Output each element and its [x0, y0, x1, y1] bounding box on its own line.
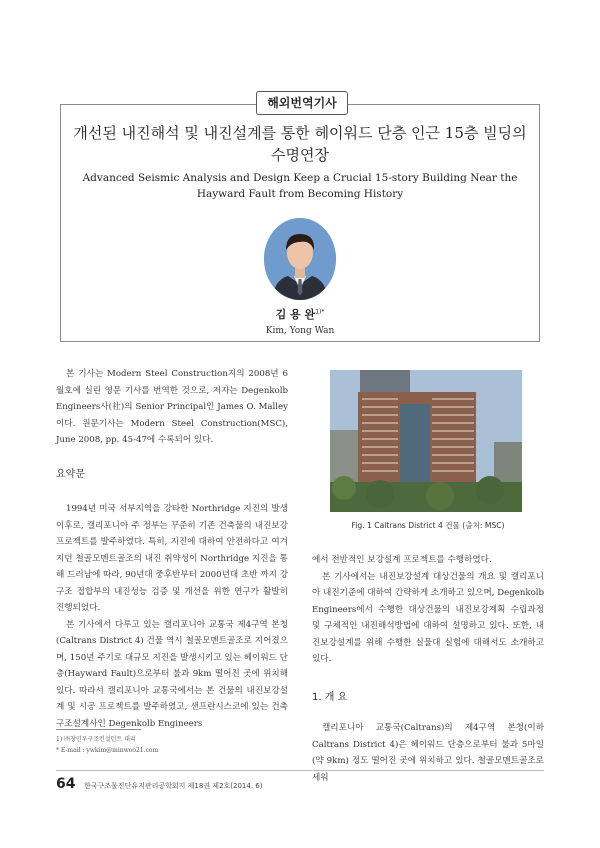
- author-name-english: Kim, Yong Wan: [265, 326, 335, 336]
- journal-citation: 한국구조물진단유지관리공학회지 제18권 제2호(2014. 6): [84, 782, 263, 790]
- title-ko-line-2: 수명연장: [271, 146, 329, 164]
- title-en-line-1: Advanced Seismic Analysis and Design Keep a Crucial 15-story Building Near the: [82, 172, 518, 184]
- building-photo-image: [330, 370, 522, 512]
- figure-caption: Fig. 1 Caltrans District 4 건물 (출처: MSC): [351, 521, 505, 530]
- summary-paragraph-2: 본 기사에서 다루고 있는 캘리포니아 교통국 제4구역 본청(Caltrans District 4) 건물 역시 철골모멘트골조로 지어졌으며, 150년 주기로 대규모 지진을 발생시키고 있는 헤이워드 단층(Hayward Fault)으로부터 불과 9km 떨어진 곳에 위치해있다. 따라서 캘리포니아 교통국에서는 본 건물의 내진보강설계 및 시공 프로젝트를 발주하였고, 샌프란시스코에 있는 건축구조설계사인 Degenkolb Engineers: [56, 619, 288, 729]
- title-ko-line-1: 개선된 내진해석 및 내진설계를 통한 헤이워드 단층 인근 15층 빌딩의: [73, 124, 527, 142]
- footnote-affiliation: 1) ㈜창민우구조컨설턴트 대리: [56, 736, 136, 743]
- building-photo: [330, 370, 522, 512]
- left-column: [56, 350, 288, 732]
- category-tag: 해외번역기사: [256, 91, 348, 115]
- footer-divider: [56, 770, 544, 771]
- page-number: 64: [56, 776, 76, 792]
- author-footnote-marker: 1)*: [315, 308, 325, 316]
- author-portrait-icon: [264, 218, 336, 300]
- right-paragraph-2: 본 기사에서는 내진보강설계 대상건물의 개요 및 캘리포니아 내진기준에 대하여 간략하게 소개하고 있으며, Degenkolb Engineers에서 수행한 대상건물의 내진보강계획 수립과정 및 구체적인 내진해석방법에 대하여 설명하고 있다. 또한, 내진보강설계를 위해 수행한 실물대 실험에 대해서도 소개하고 있다.: [312, 571, 544, 664]
- summary-paragraph-1: 1994년 미국 서부지역을 강타한 Northridge 지진의 발생 이후로, 캘리포니아 주 정부는 꾸준히 기존 건축물의 내진보강 프로젝트를 발주하였다. 특히, 지진에 대하여 안전하다고 여겨지던 철골모멘트골조의 내진 취약성이 Northridge 지진을 통해 드러남에 따라, 90년대 중후반부터 2000년대 초반 까지 강구조 접합부의 내진성능 검증 및 개선을 위한 연구가 활발히 진행되었다.: [56, 504, 288, 613]
- intro-paragraph: 본 기사는 Modern Steel Construction지의 2008년 6월호에 실린 영문 기사를 번역한 것으로, 저자는 Degenkolb Engineers사(社)의 Senior Principal인 James O. Malley이다. 원문기사는 Modern Steel Construction(MSC), June 2008, pp. 45-47에 수록되어 있다.: [56, 369, 288, 445]
- section-1-paragraph: 캘리포니아 교통국(Caltrans)의 제4구역 본청(이하 Caltrans District 4)은 헤이워드 단층으로부터 불과 5마일(약 9km) 정도 떨어진 곳에 위치하고 있다. 철골모멘트골조로 세워: [312, 723, 544, 783]
- summary-heading: 요약문: [56, 468, 85, 480]
- author-name-ko-text: 김 용 완: [275, 308, 316, 321]
- section-1-heading: 1. 개 요: [312, 691, 348, 703]
- footnote-email: * E-mail : ywkim@minwoo21.com: [56, 747, 159, 754]
- author-photo: [264, 218, 336, 300]
- right-paragraph-1: 에서 전반적인 보강설계 프로젝트를 수행하였다.: [312, 555, 492, 565]
- title-en-line-2: Hayward Fault from Becoming History: [196, 188, 404, 200]
- author-name-korean: [200, 306, 400, 322]
- right-column: [312, 552, 544, 786]
- article-title-korean: [62, 122, 538, 166]
- footnote-divider: [56, 729, 141, 730]
- article-title-english: [80, 170, 520, 202]
